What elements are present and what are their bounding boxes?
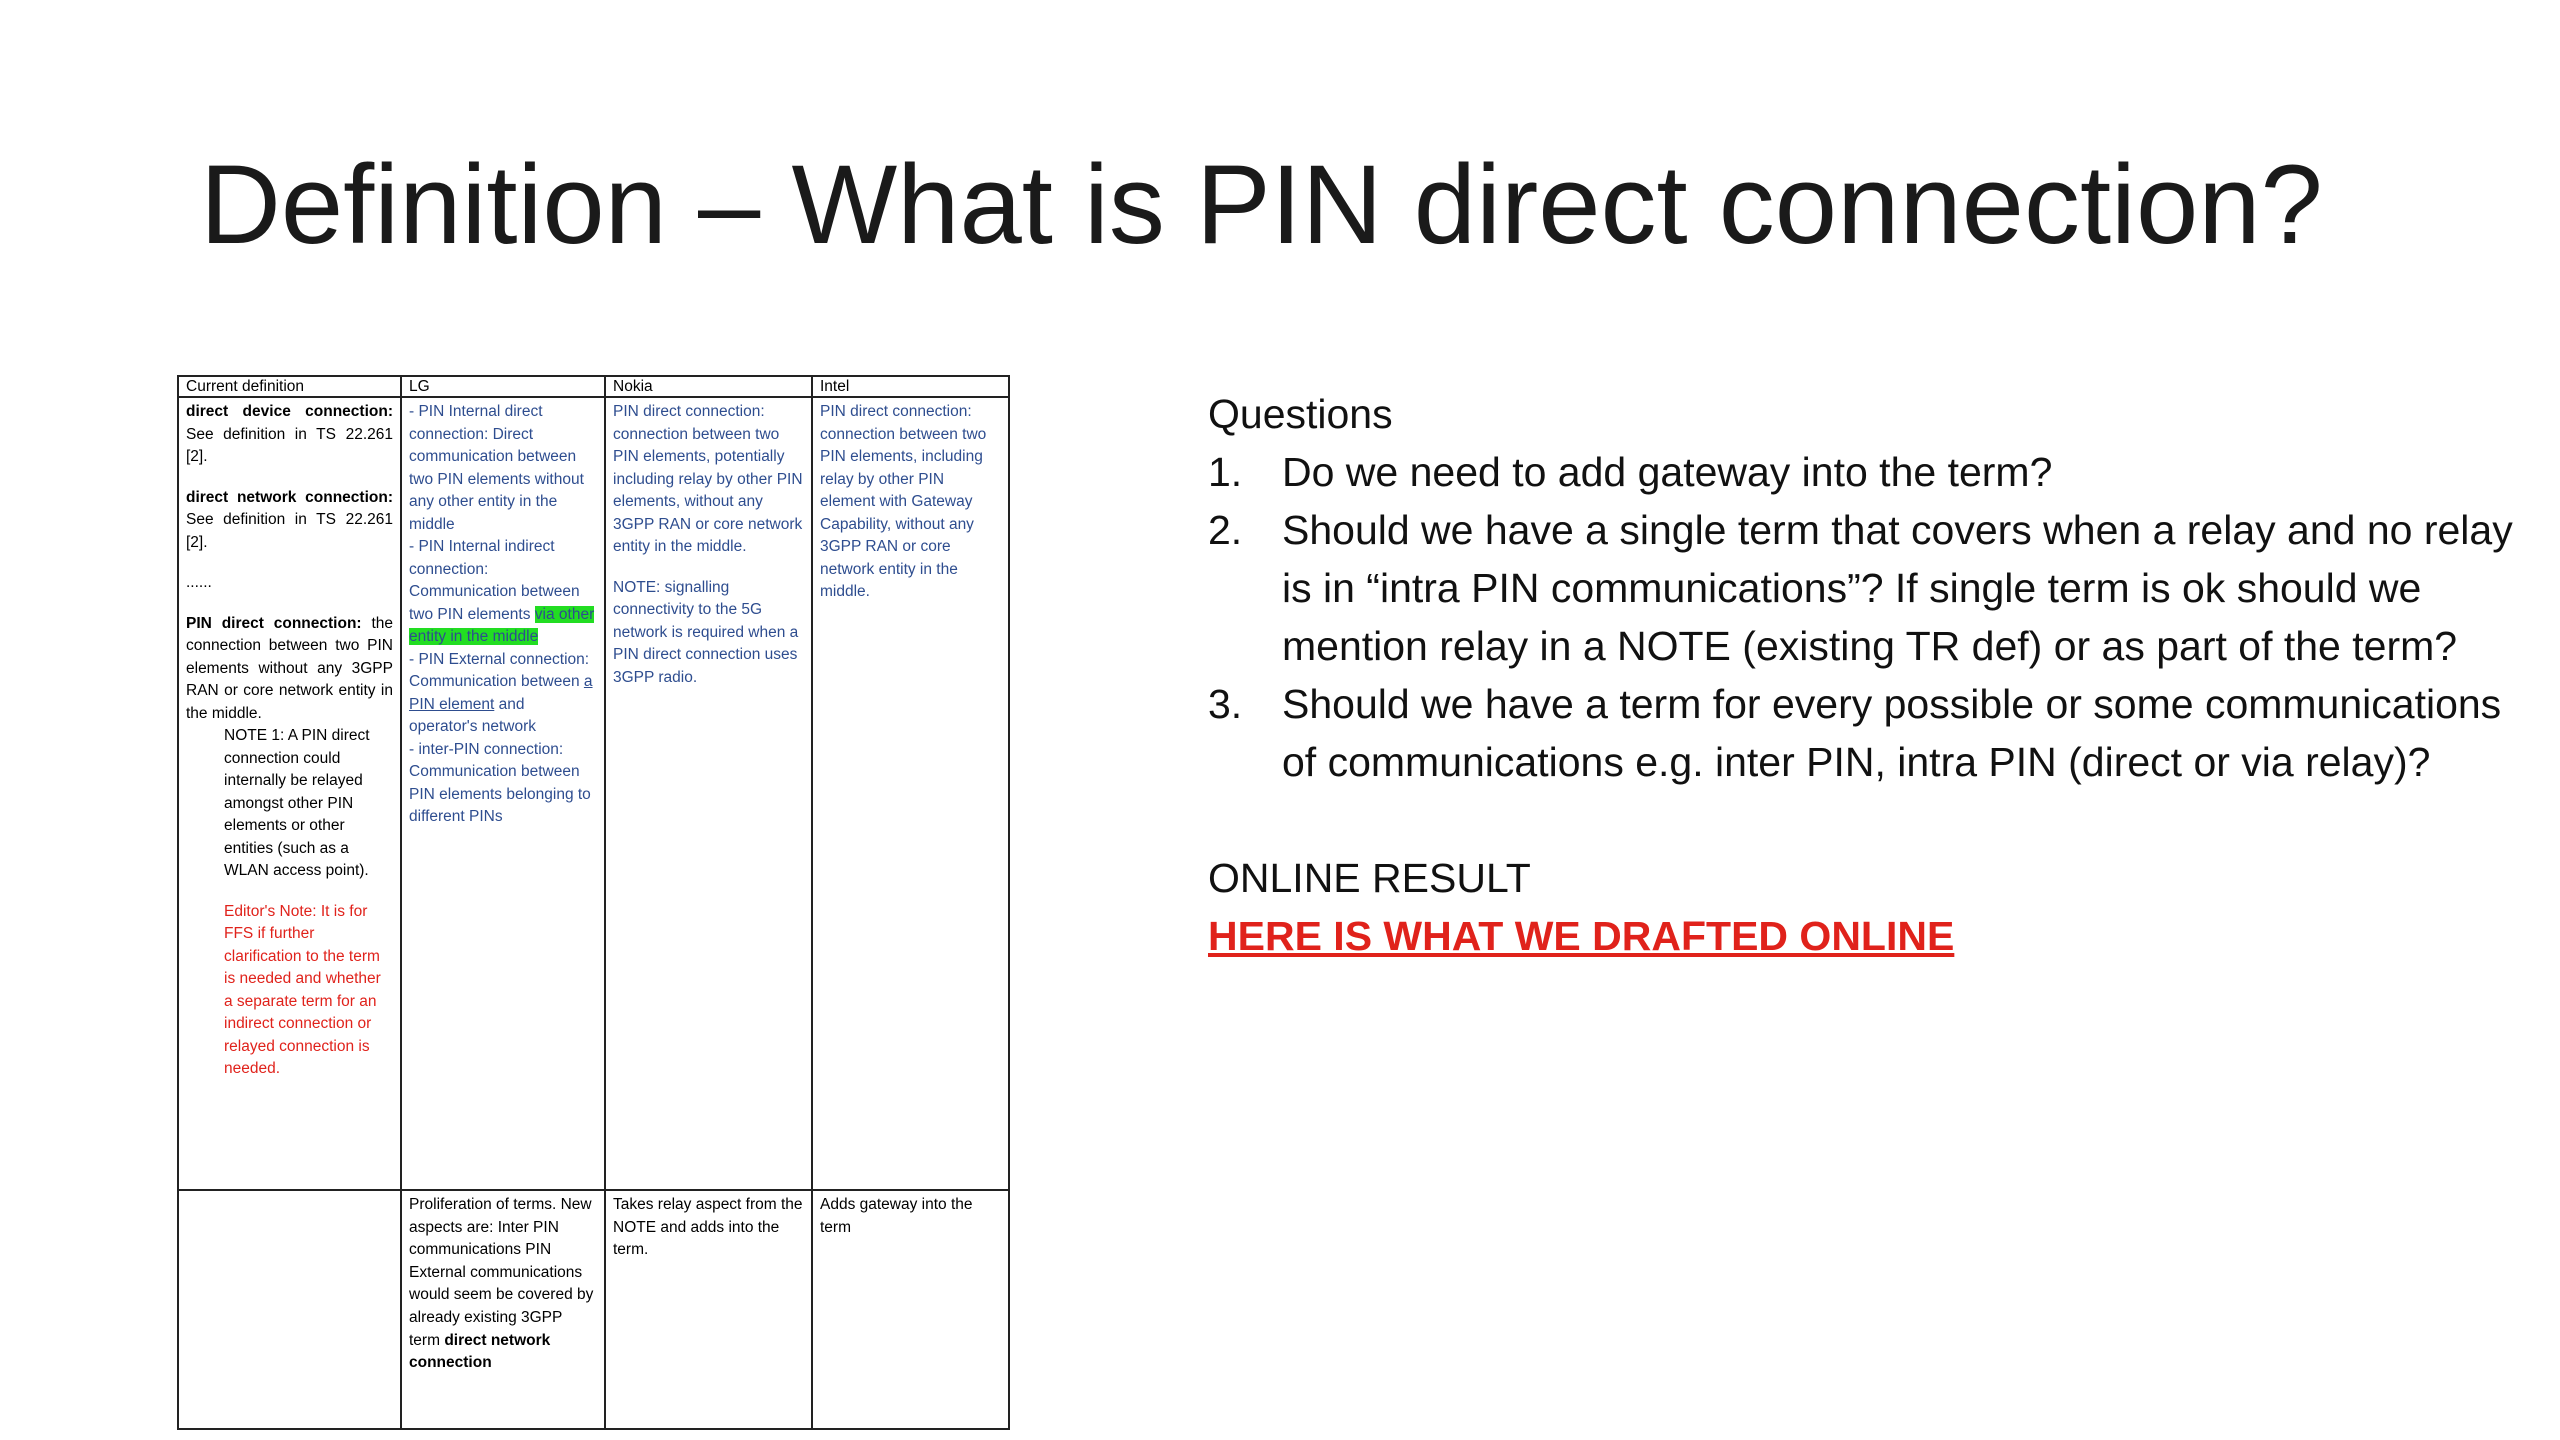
lg-item-internal-direct: - PIN Internal direct connection: Direct communication between two PIN elements without any other entity in the middle xyxy=(409,403,584,533)
direct-device-connection-def: direct device connection: See definition in TS 22.261 [2]. xyxy=(186,403,393,465)
note-1: NOTE 1: A PIN direct connection could internally be relayed amongst other PIN elements or other entities (such as a WLAN access point). xyxy=(224,727,370,879)
list-item xyxy=(1208,501,2538,675)
question-text: Should we have a single term that covers when a relay and no relay is in “intra PIN communications”? If single term is ok should we mention relay in a NOTE (existing TR def) or as part of the term? xyxy=(1282,507,2513,669)
question-text: Should we have a term for every possible or some communications of communications e.g. inter PIN, intra PIN (direct or via relay)? xyxy=(1282,681,2502,785)
intel-proposal-cell xyxy=(812,397,1009,1190)
header-nokia: Nokia xyxy=(605,376,812,397)
comment-nokia: Takes relay aspect from the NOTE and adds into the term. xyxy=(605,1190,812,1429)
nokia-note: NOTE: signalling connectivity to the 5G network is required when a PIN direct connection uses 3GPP radio. xyxy=(613,578,799,686)
list-item xyxy=(1208,443,2538,501)
table-row xyxy=(178,397,1009,1190)
ellipsis: ...... xyxy=(186,574,212,591)
comment-lg: Proliferation of terms. New aspects are: Inter PIN communications PIN External communications would seem be covered by already existing 3GPP term direct network connection xyxy=(401,1190,605,1429)
list-item xyxy=(1208,675,2538,791)
nokia-definition: PIN direct connection: connection between two PIN elements, potentially including relay by other PIN elements, without any 3GPP RAN or core network entity in the middle. xyxy=(613,403,803,555)
comparison-table xyxy=(177,375,1010,1430)
question-text: Do we need to add gateway into the term? xyxy=(1282,449,2053,495)
online-draft-link[interactable]: HERE IS WHAT WE DRAFTED ONLINE xyxy=(1208,913,1955,959)
questions-list xyxy=(1208,443,2538,791)
table-header-row xyxy=(178,376,1009,397)
header-current-definition: Current definition xyxy=(178,376,401,397)
direct-network-connection-def: direct network connection: See definition in TS 22.261 [2]. xyxy=(186,488,393,551)
comment-current xyxy=(178,1190,401,1429)
pin-direct-connection-def: PIN direct connection: the connection between two PIN elements without any 3GPP RAN or core network entity in the middle. xyxy=(186,614,393,722)
slide-title: Definition – What is PIN direct connection? xyxy=(200,142,2323,267)
table-row xyxy=(178,1190,1009,1429)
header-intel: Intel xyxy=(812,376,1009,397)
lg-item-external: - PIN External connection: Communication between a PIN element and operator's network xyxy=(409,650,593,735)
editors-note: Editor's Note: It is for FFS if further clarification to the term is needed and whether a separate term for an indirect connection or relayed connection is needed. xyxy=(224,902,381,1077)
comment-intel: Adds gateway into the term xyxy=(812,1190,1009,1429)
lg-proposal-cell xyxy=(401,397,605,1190)
online-result-heading: ONLINE RESULT xyxy=(1208,855,1531,901)
question-number: 2. xyxy=(1208,507,1243,553)
question-number: 3. xyxy=(1208,681,1243,727)
header-lg: LG xyxy=(401,376,605,397)
current-definition-cell xyxy=(178,397,401,1190)
intel-definition: PIN direct connection: connection between two PIN elements, including relay by other PIN element with Gateway Capability, without any 3GPP RAN or core network entity in the middle. xyxy=(820,403,987,600)
question-number: 1. xyxy=(1208,449,1243,495)
lg-item-internal-indirect: - PIN Internal indirect connection: Communication between two PIN elements via other entity in the middle xyxy=(409,538,595,645)
questions-panel xyxy=(1208,385,2538,965)
questions-heading: Questions xyxy=(1208,391,1393,437)
lg-item-inter-pin: - inter-PIN connection: Communication between PIN elements belonging to different PINs xyxy=(409,740,591,825)
nokia-proposal-cell xyxy=(605,397,812,1190)
